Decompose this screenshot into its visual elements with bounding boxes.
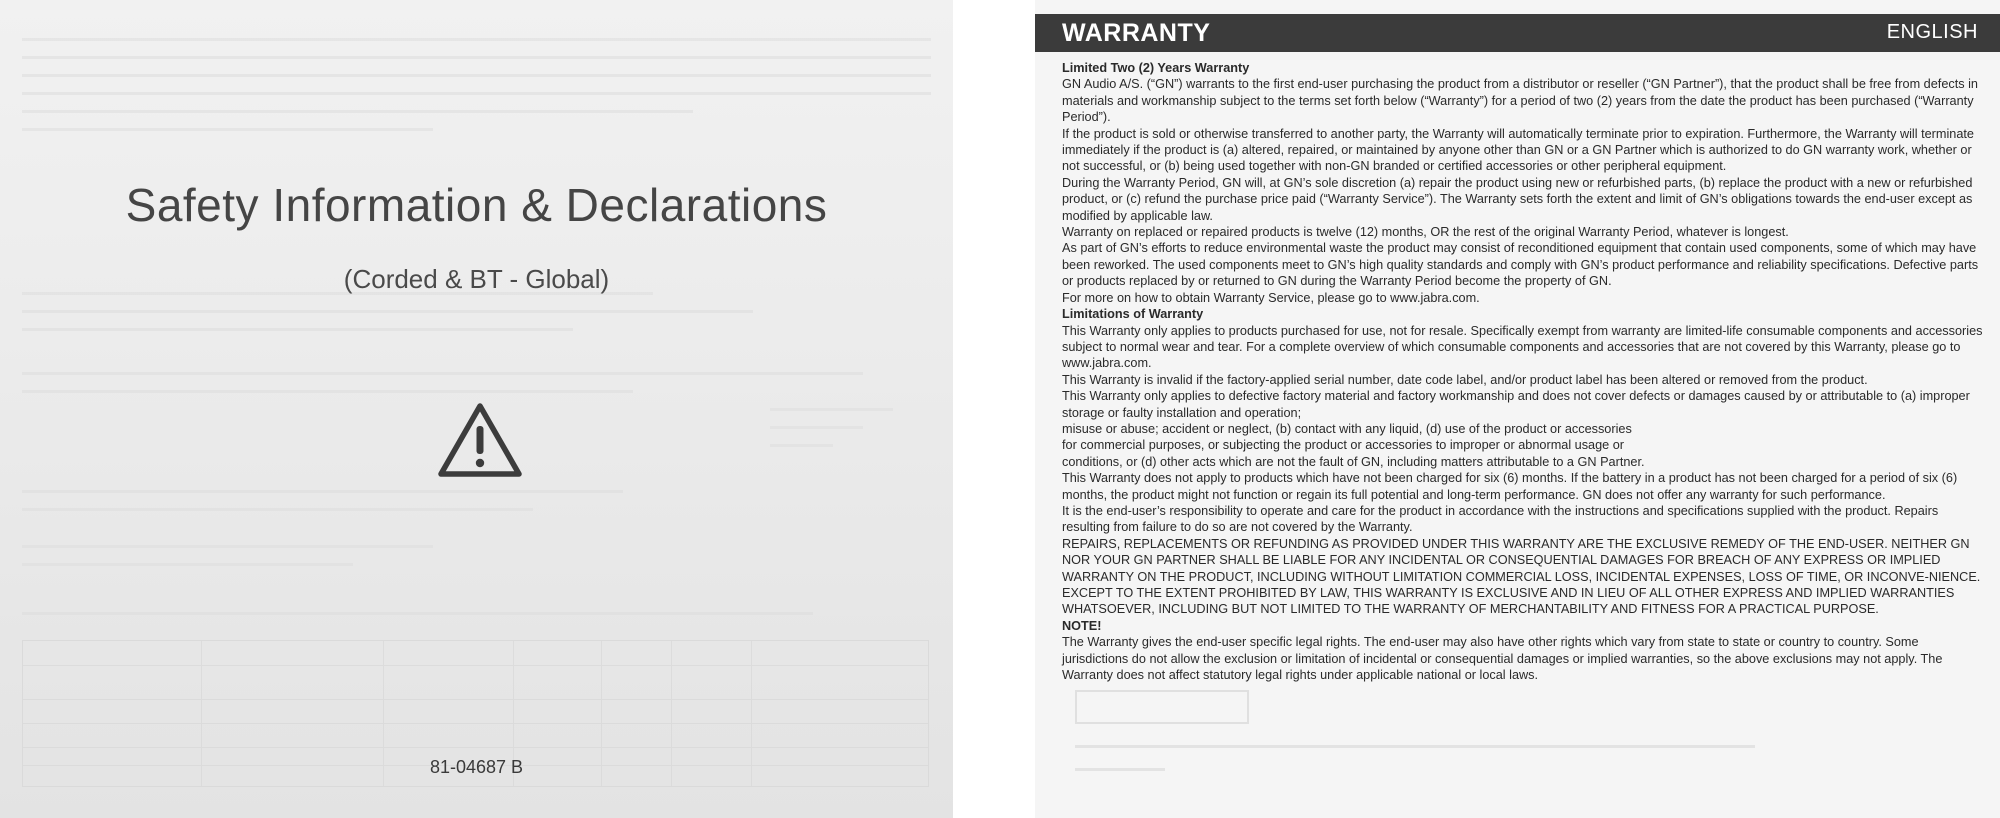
bleed-through-box <box>1075 690 1249 724</box>
page-subtitle: (Corded & BT - Global) <box>343 264 610 294</box>
section-heading: Limitations of Warranty <box>1062 307 1204 322</box>
bleed-through-line <box>22 110 693 113</box>
warning-triangle-icon <box>436 400 524 480</box>
bleed-through-line <box>22 563 353 566</box>
bleed-through-line <box>770 426 863 429</box>
warranty-paragraph: for commercial purposes, or subjecting the product or accessories to improper or abnormal usage or <box>1062 438 1625 453</box>
warranty-paragraph: This Warranty does not apply to products which have not been charged for six (6) months. If the battery in a product has not been charged for a period of six (6) months, the product might not function or regain its full potential and long-term performance. GN does not offer any warranty for such performance. <box>1062 471 1958 502</box>
bleed-through-line <box>22 128 433 131</box>
warranty-paragraph: REPAIRS, REPLACEMENTS OR REFUNDING AS PROVIDED UNDER THIS WARRANTY ARE THE EXCLUSIVE REMEDY OF THE END-USER. NEITHER GN NOR YOUR GN PARTNER SHALL BE LIABLE FOR ANY INCIDENTAL OR CONSEQUENTIAL DAMAGES FOR BREACH OF ANY EXPRESS OR IMPLIED WARRANTY ON THE PRODUCT, INCLUDING WITHOUT LIMITATION COMMERCIAL LOSS, INCIDENTAL EXPENSES, LOSS OF TIME, OR INCONVE-NIENCE. EXCEPT TO THE EXTENT PROHIBITED BY LAW, THIS WARRANTY IS EXCLUSIVE AND IN LIEU OF ALL OTHER EXPRESS AND IMPLIED WARRANTIES WHATSOEVER, INCLUDING BUT NOT LIMITED TO THE WARRANTY OF MERCHANTABILITY AND FITNESS FOR A PRACTICAL PURPOSE. <box>1062 536 1981 617</box>
bleed-through-line <box>1075 768 1165 771</box>
warranty-paragraph: This Warranty only applies to products purchased for use, not for resale. Specifically exempt from warranty are limited-life consumable components and accessories subject to normal wear and tear. For a complete overview of which consumable components and accessories that are not covered by this Warranty, please go to www.jabra.com. <box>1062 323 1983 371</box>
bleed-through-line <box>22 390 633 393</box>
document-code: 81-04687 B <box>429 757 524 777</box>
warranty-paragraph: The Warranty gives the end-user specific legal rights. The end-user may also have other rights which vary from state to state or country to country. Some jurisdictions do not allow the exclusion or limitation of incidental or consequential damages or implied warranties, so the above exclusions may not apply. The Warranty does not affect statutory legal rights under applicable national or local laws. <box>1062 635 1943 683</box>
warranty-paragraph: During the Warranty Period, GN will, at GN’s sole discretion (a) repair the product using new or refurbished parts, (b) replace the product with a new or refurbished product, or (c) refund the purchase price paid (“Warranty Service”). The Warranty sets forth the extent and limit of GN’s obligations towards the end-user except as modified by applicable law. <box>1062 175 1973 223</box>
bleed-through-line <box>22 310 753 313</box>
page-title: Safety Information & Declarations <box>125 179 828 231</box>
bleed-through-line <box>770 444 833 447</box>
bleed-through-line <box>22 508 533 511</box>
section-heading: Limited Two (2) Years Warranty <box>1062 61 1250 75</box>
warranty-paragraph: For more on how to obtain Warranty Service, please go to www.jabra.com. <box>1062 290 1480 305</box>
bleed-through-line <box>22 74 931 77</box>
bleed-through-line <box>22 545 433 548</box>
warranty-paragraph: conditions, or (d) other acts which are not the fault of GN, including matters attributable to a GN Partner. <box>1062 454 1645 469</box>
warranty-header <box>1035 14 2000 52</box>
right-page <box>1035 0 2000 818</box>
warranty-paragraph: It is the end-user’s responsibility to operate and care for the product in accordance with the instructions and specifications supplied with the product. Repairs resulting from failure to do so are not covered by the Warranty. <box>1062 503 1939 535</box>
warranty-paragraph: GN Audio A/S. (“GN”) warrants to the first end-user purchasing the product from a distributor or reseller (“GN Partner”), that the product shall be free from defects in materials and workmanship subject to the terms set forth below (“Warranty”) for a period of two (2) years from the date the product has been purchased (“Warranty Period”). <box>1062 77 1978 125</box>
bleed-through-line <box>1075 745 1755 748</box>
bleed-through-line <box>22 612 813 615</box>
language-label: ENGLISH <box>1886 21 1978 43</box>
bleed-through-line <box>22 490 623 493</box>
header-title: WARRANTY <box>1062 19 1211 47</box>
bleed-through-line <box>22 372 863 375</box>
left-page <box>0 0 953 818</box>
warranty-paragraph: misuse or abuse; accident or neglect, (b) contact with any liquid, (d) use of the product or accessories <box>1062 421 1632 436</box>
warranty-paragraph: This Warranty only applies to defective factory material and factory workmanship and does not cover defects or damages caused by or attributable to (a) improper storage or faulty installation and operation; <box>1062 389 1970 420</box>
section-heading: NOTE! <box>1062 618 1102 633</box>
warranty-paragraph: If the product is sold or otherwise transferred to another party, the Warranty will automatically terminate prior to expiration. Furthermore, the Warranty will terminate immediately if the product is (a) altered, repaired, or maintained by anyone other than GN or a GN Partner which is authorized to do GN warranty work, whether or not successful, or (b) being used together with non-GN branded or certified accessories or other peripheral equipment. <box>1062 126 1974 174</box>
bleed-through-line <box>22 328 573 331</box>
bleed-through-line <box>22 56 931 59</box>
warranty-paragraph: This Warranty is invalid if the factory-applied serial number, date code label, and/or product label has been altered or removed from the product. <box>1062 372 1868 387</box>
warranty-body <box>1062 60 1987 683</box>
warranty-paragraph: Warranty on replaced or repaired products is twelve (12) months, OR the rest of the original Warranty Period, whatever is longest. <box>1062 225 1789 240</box>
page-gap <box>953 0 1035 818</box>
bleed-through-line <box>22 38 931 41</box>
bleed-through-line <box>770 408 893 411</box>
bleed-through-line <box>22 92 931 95</box>
warranty-paragraph: As part of GN’s efforts to reduce environmental waste the product may consist of reconditioned equipment that contain used components, some of which may have been reworked. The used components meet to GN’s high quality standards and comply with GN’s product performance and reliability specifications. Defective parts or products replaced by or returned to GN during the Warranty Period become the property of GN. <box>1062 241 1979 289</box>
